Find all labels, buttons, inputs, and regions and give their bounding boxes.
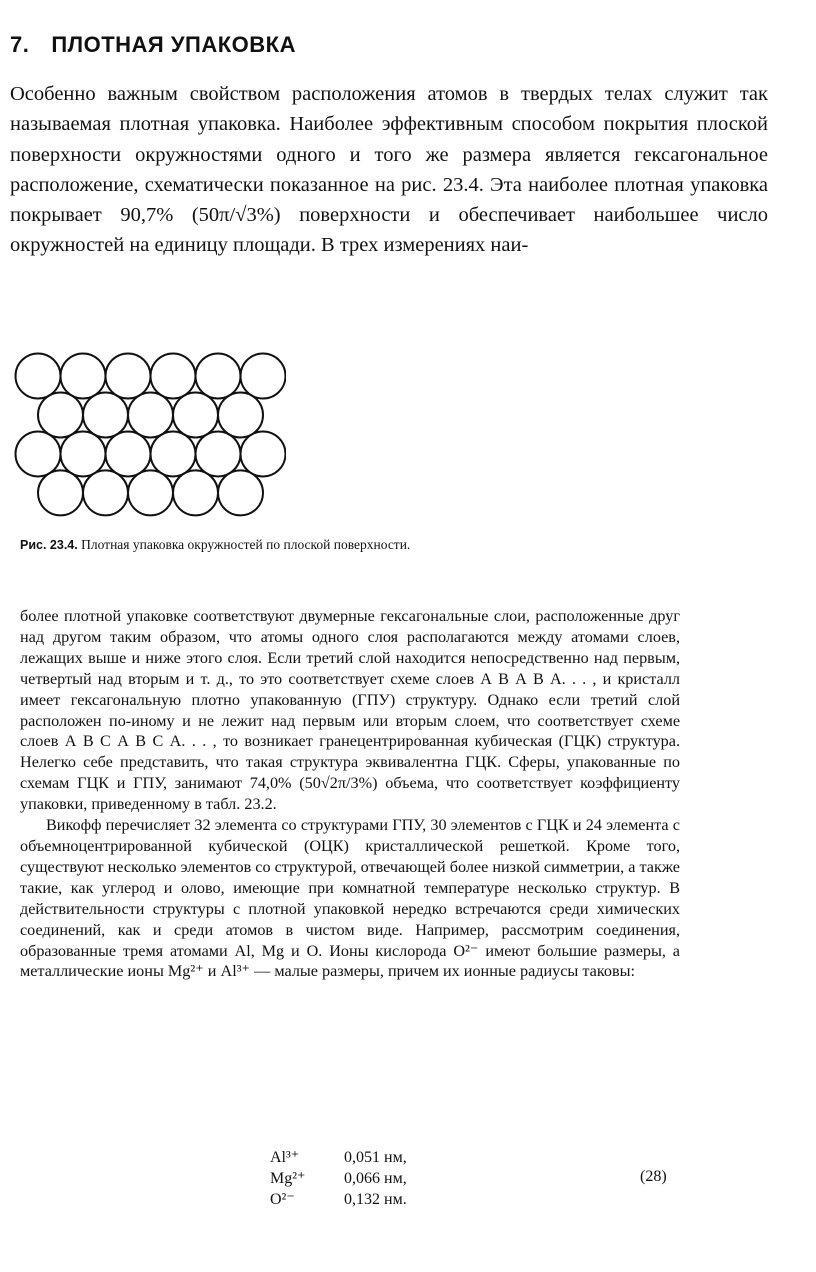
- section-title: ПЛОТНАЯ УПАКОВКА: [51, 32, 296, 57]
- packing-circle: [16, 354, 61, 399]
- packing-circle: [196, 354, 241, 399]
- ionic-radii-equation: [270, 1147, 407, 1210]
- body-paragraph-1: более плотной упаковке соответствуют двумерные гексагональные слои, расположенные друг над другом таким образом, что атомы одного слоя располагаются между атомами слоев, лежащих выше и ниже этого слоя. Если третий слой находится непосредственно над первым, четвертый над вторым и т. д., то это соответствует схеме слоев А В А В А. . . , и кристалл имеет гексагональную плотно упакованную (ГПУ) структуру. Однако если третий слой расположен по-иному и не лежит над первым или вторым слоем, что соответствует схеме слоев А В С А В С А. . . , то возникает гранецентрированная кубическая (ГЦК) структура. Нелегко себе представить, что такая структура эквивалентна ГЦК. Сферы, упакованные по схемам ГЦК и ГПУ, занимают 74,0% (50√2π/3%) объема, что соответствует коэффициенту упаковки, приведенному в табл. 23.2.: [20, 607, 680, 814]
- packing-circle: [106, 431, 151, 476]
- packing-circle: [38, 470, 83, 515]
- equation-value: 0,051 нм,: [344, 1149, 407, 1166]
- packing-circle: [196, 431, 241, 476]
- packing-circle: [128, 470, 173, 515]
- body-paragraph-2: Викофф перечисляет 32 элемента со структурами ГПУ, 30 элементов с ГЦК и 24 элемента с объемноцентрированной кубической (ОЦК) кристаллической решеткой. Кроме того, существуют несколько элементов со структурой, отвечающей более низкой симметрии, а также такие, как углерод и олово, имеющие при комнатной температуре несколько структур. В действительности структуры с плотной упаковкой нередко встречаются среди химических соединений, как и среди атомов в чистом виде. Например, рассмотрим соединения, образованные тремя атомами Al, Mg и O. Ионы кислорода O²⁻ имеют большие размеры, а металлические ионы Mg²⁺ и Al³⁺ — малые размеры, причем их ионные радиусы таковы:: [20, 816, 680, 981]
- packing-circle: [241, 354, 286, 399]
- packing-circle: [173, 470, 218, 515]
- packing-circle: [16, 431, 61, 476]
- equation-value: 0,132 нм.: [344, 1191, 407, 1208]
- section-number: 7.: [10, 32, 30, 57]
- packing-circle: [151, 431, 196, 476]
- packing-circle: [61, 431, 106, 476]
- packing-circle: [218, 392, 263, 437]
- packing-circle: [38, 392, 83, 437]
- packing-circle: [83, 392, 128, 437]
- equation-ion: Mg²⁺: [270, 1170, 306, 1187]
- equation-number: (28): [640, 1168, 667, 1185]
- packing-circle: [106, 354, 151, 399]
- equation-ion: Al³⁺: [270, 1149, 300, 1166]
- intro-paragraph-block: [10, 79, 768, 261]
- figure-caption-label: Рис. 23.4.: [20, 538, 78, 552]
- figure-caption-text: Плотная упаковка окружностей по плоской поверхности.: [81, 537, 411, 552]
- hexagonal-packing-figure: [14, 352, 286, 530]
- packing-circle: [83, 470, 128, 515]
- equation-row: [270, 1168, 407, 1189]
- packing-circle: [241, 431, 286, 476]
- equation-value: 0,066 нм,: [344, 1170, 407, 1187]
- section-heading: [10, 32, 296, 58]
- equation-ion: O²⁻: [270, 1191, 295, 1208]
- packing-circle: [173, 392, 218, 437]
- packing-circle: [61, 354, 106, 399]
- figure-caption: [20, 537, 410, 553]
- packing-circle: [218, 470, 263, 515]
- intro-paragraph: Особенно важным свойством расположения атомов в твердых телах служит так называемая плотная упаковка. Наиболее эффективным способом покрытия плоской поверхности окружностями одного и того же размера является гексагональное расположение, схематически показанное на рис. 23.4. Эта наиболее плотная упаковка покрывает 90,7% (50π/√3%) поверхности и обеспечивает наибольшее число окружностей на единицу площади. В трех измерениях наи-: [10, 83, 768, 257]
- body-text: [20, 606, 680, 982]
- packing-circle: [151, 354, 196, 399]
- equation-row: [270, 1147, 407, 1168]
- packing-circle: [128, 392, 173, 437]
- equation-row: [270, 1189, 407, 1210]
